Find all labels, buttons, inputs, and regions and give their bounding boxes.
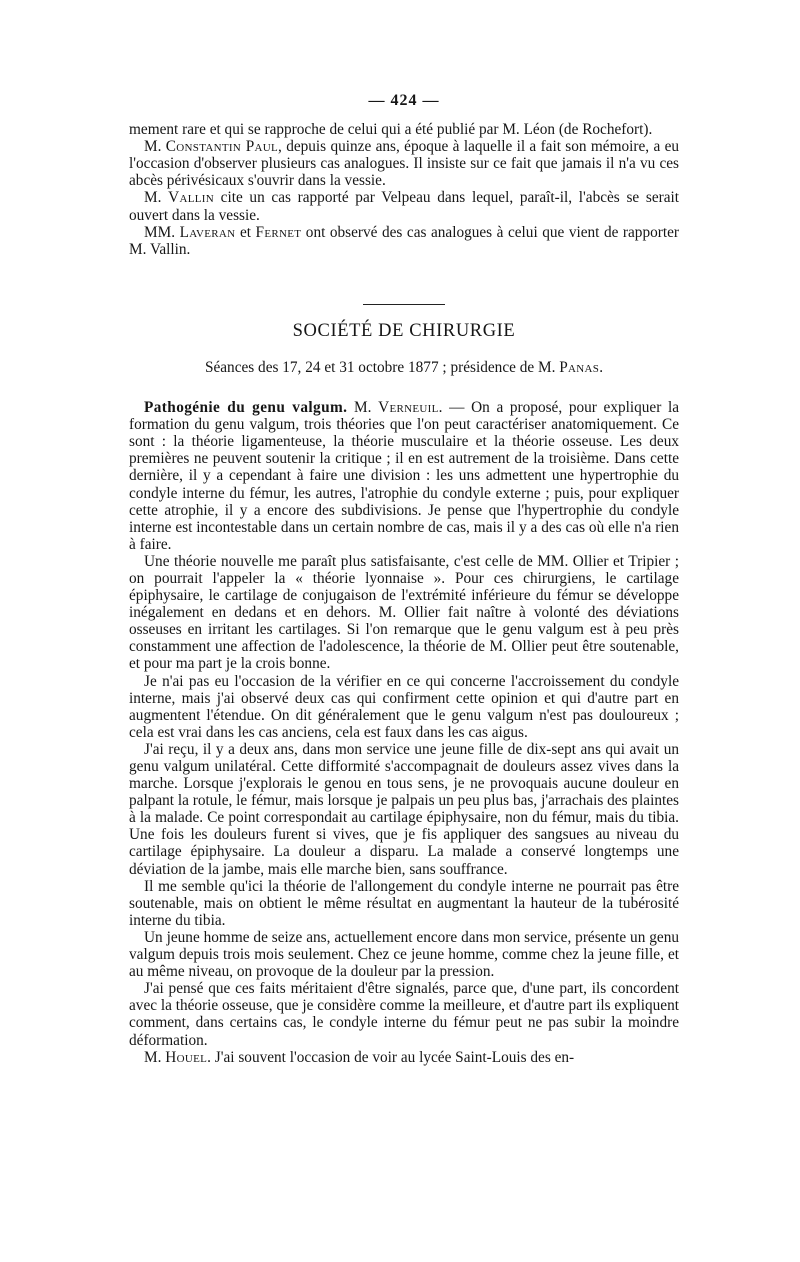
paragraph-text: mement rare et qui se rapproche de celui qui a été publié par M. Léon (de Rochefort). — [129, 121, 653, 139]
conjunction: et — [235, 223, 256, 241]
document-page — [129, 92, 679, 1066]
paragraph-body: Je n'ai pas eu l'occasion de la vérifier en ce qui concerne l'accroissement du condyle interne, mais j'ai observé deux cas qui confirment cette opinion et qui d'autre part en augmentent l'étendue. On dit généralement que le genu valgum n'est pas douloureux ; cela est vrai dans les cas anciens, cela est faux dans les cas aigus. — [129, 672, 679, 741]
speaker-name: Fernet — [255, 223, 302, 241]
section-title: SOCIÉTÉ DE CHIRURGIE — [292, 320, 516, 341]
title-prefix: M. — [144, 138, 166, 156]
paragraph-houel — [129, 1049, 679, 1066]
speaker-name: Vallin — [168, 189, 214, 207]
speaker-name: Laveran — [179, 223, 236, 241]
paragraph-text: ont observé des cas analogues à celui que vient de rapporter M. Vallin. — [129, 223, 679, 258]
title-prefix: MM. — [144, 223, 180, 241]
paragraph-text: cite un cas rapporté par Velpeau dans lequel, paraît-il, l'abcès se serait ouvert dans la vessie. — [129, 189, 680, 224]
president-name: Panas — [559, 358, 600, 376]
speaker-name: Verneuil — [378, 399, 439, 417]
title-prefix: M. — [347, 399, 379, 417]
paragraph-lead — [129, 399, 679, 553]
paragraph-laveran-fernet — [129, 224, 679, 258]
topic-heading: Pathogénie du genu valgum. — [144, 399, 348, 417]
paragraph-body: J'ai reçu, il y a deux ans, dans mon service une jeune fille de dix-sept ans qui avait un genu valgum unilatéral. Cette difformité s'accompagnait de douleurs assez vives dans la marche. Lorsque j'explorais le genou en tous sens, je ne provoquais aucune douleur en palpant la rotule, le fémur, mais lorsque je palpais un peu plus bas, j'arrachais des plaintes à la malade. Ce point correspondait au cartilage épiphysaire, non du fémur, mais du tibia. Une fois les douleurs furent si vives, que je fis appliquer des sangsues au niveau du cartilage épiphysaire. La douleur a disparu. La malade a conservé longtemps une déviation de la jambe, mais elle marche bien, sans souffrance. — [129, 740, 679, 878]
title-prefix: M. — [144, 189, 169, 207]
meeting-suffix: . — [599, 358, 604, 376]
speaker-name: Houel — [165, 1048, 208, 1066]
paragraph-body: J'ai pensé que ces faits méritaient d'être signalés, parce que, d'une part, ils concordent avec la théorie osseuse, que je considère comme la meilleure, et d'autre part ils expliquent comment, dans certains cas, le condyle interne du fémur peut ne pas subir la moindre déformation. — [129, 980, 679, 1049]
section-divider — [363, 304, 445, 305]
paragraph-continued — [129, 121, 679, 138]
page-number: — 424 — — [368, 92, 440, 109]
title-prefix: M. — [144, 1048, 166, 1066]
paragraph-text: , depuis quinze ans, époque à laquelle il a fait son mémoire, a eu l'occasion d'observer plusieurs cas analogues. Il insiste sur ce fait que jamais il n'a vu ces abcès périvésicaux s'ouvrir dans la vessie. — [129, 138, 680, 190]
meeting-dates: Séances des 17, 24 et 31 octobre 1877 ; présidence de M. — [204, 358, 560, 376]
speaker-name: Constantin Paul — [165, 138, 279, 156]
paragraph-body: Il me semble qu'ici la théorie de l'allongement du condyle interne ne pourrait pas être soutenable, mais on obtient le même résultat en augmentant la hauteur de la tubérosité interne du tibia. — [129, 877, 679, 929]
paragraph-vallin — [129, 189, 679, 223]
paragraph-body: Un jeune homme de seize ans, actuellement encore dans mon service, présente un genu valgum depuis trois mois seulement. Chez ce jeune homme, comme chez la jeune fille, et au même niveau, on provoque de la douleur par la pression. — [129, 928, 679, 981]
paragraph-body: Une théorie nouvelle me paraît plus satisfaisante, c'est celle de MM. Ollier et Tripier ; on pourrait l'appeler la « théorie lyonnaise ». Pour ces chirurgiens, le cartilage épiphysaire, le cartilage de conjugaison de l'extrémité inférieure du fémur se développe inégalement en dedans et en dehors. M. Ollier fait naître à volonté des déviations osseuses en irritant les cartilages. Si l'on remarque que le genu valgum est à peu près constamment une affection de l'adolescence, la théorie de M. Ollier peut être soutenable, et pour ma part je la crois bonne. — [129, 552, 679, 673]
paragraph-text: . — On a proposé, pour expliquer la formation du genu valgum, trois théories que l'on peut caractériser anatomiquement. Ce sont : la théorie ligamenteuse, la théorie musculaire et la théorie osseuse. Les deux premières ne peuvent soutenir la critique ; il en est autrement de la troisième. Dans cette dernière, il y a cependant à faire une division : les uns admettent une hypertrophie du condyle interne du fémur, les autres, l'atrophie du condyle externe ; puis, pour expliquer cette atrophie, il y a encore des subdivisions. Je pense que l'hypertrophie du condyle interne est incontestable dans un certain nombre de cas, mais il y a des cas où elle n'a rien à faire. — [129, 399, 680, 553]
paragraph-constantin-paul — [129, 138, 679, 189]
meeting-line — [129, 359, 679, 376]
paragraph-text: . J'ai souvent l'occasion de voir au lycée Saint-Louis des en- — [207, 1048, 575, 1066]
